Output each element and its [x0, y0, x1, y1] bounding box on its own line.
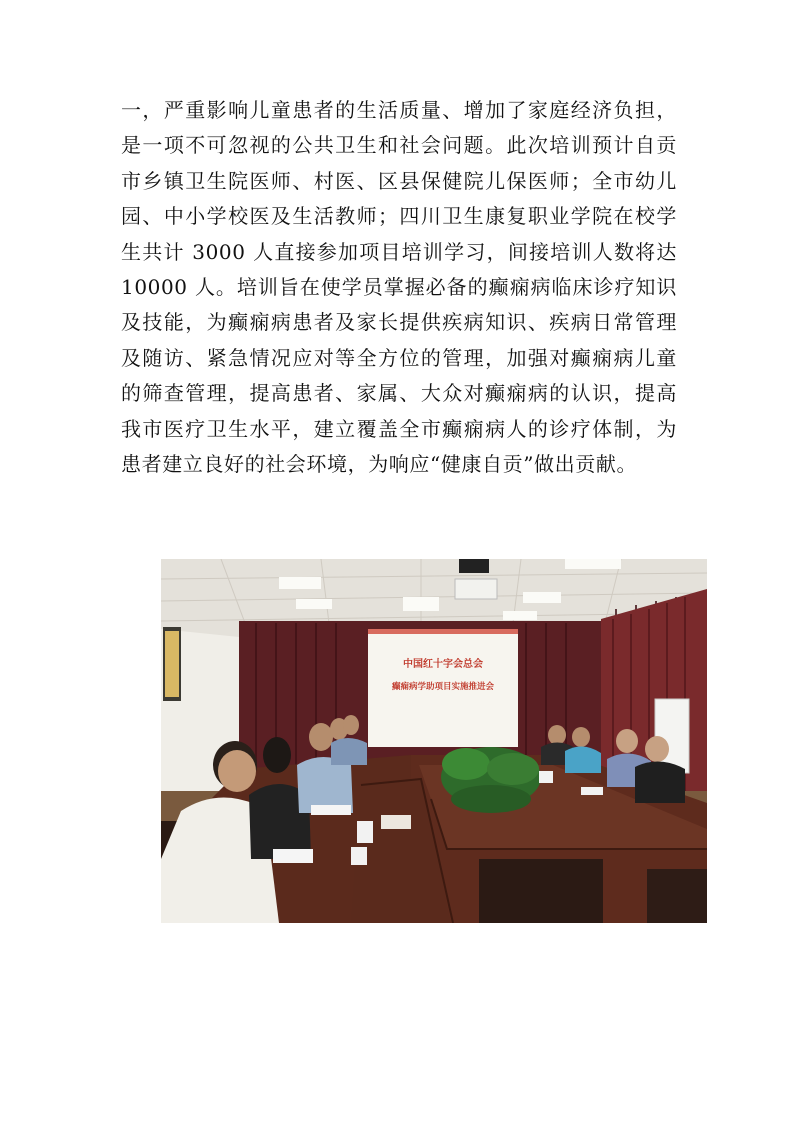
body-paragraph: 一，严重影响儿童患者的生活质量、增加了家庭经济负担，是一项不可忽视的公共卫生和社会问题。此次培训预计自贡市乡镇卫生院医师、村医、区县保健院儿保医师；全市幼儿园、中小学校医及生活教师；四川卫生康复职业学院在校学生共计 3000 人直接参加项目培训学习，间接培训人数将达 10000 人。培训旨在使学员掌握必备的癫痫病临床诊疗知识及技能，为癫痫病患者及家长提供疾病知识、疾病日常管理及随访、紧急情况应对等全方位的管理，加强对癫痫病儿童的筛查管理，提高患者、家属、大众对癫痫病的认识，提高我市医疗卫生水平，建立覆盖全市癫痫病人的诊疗体制，为患者建立良好的社会环境，为响应“健康自贡”做出贡献。	[121, 98, 677, 477]
screen-title: 中国红十字会总会	[403, 659, 483, 670]
screen-subtitle: 癫痫病学助项目实施推进会	[391, 682, 495, 692]
meeting-photo	[161, 559, 707, 923]
